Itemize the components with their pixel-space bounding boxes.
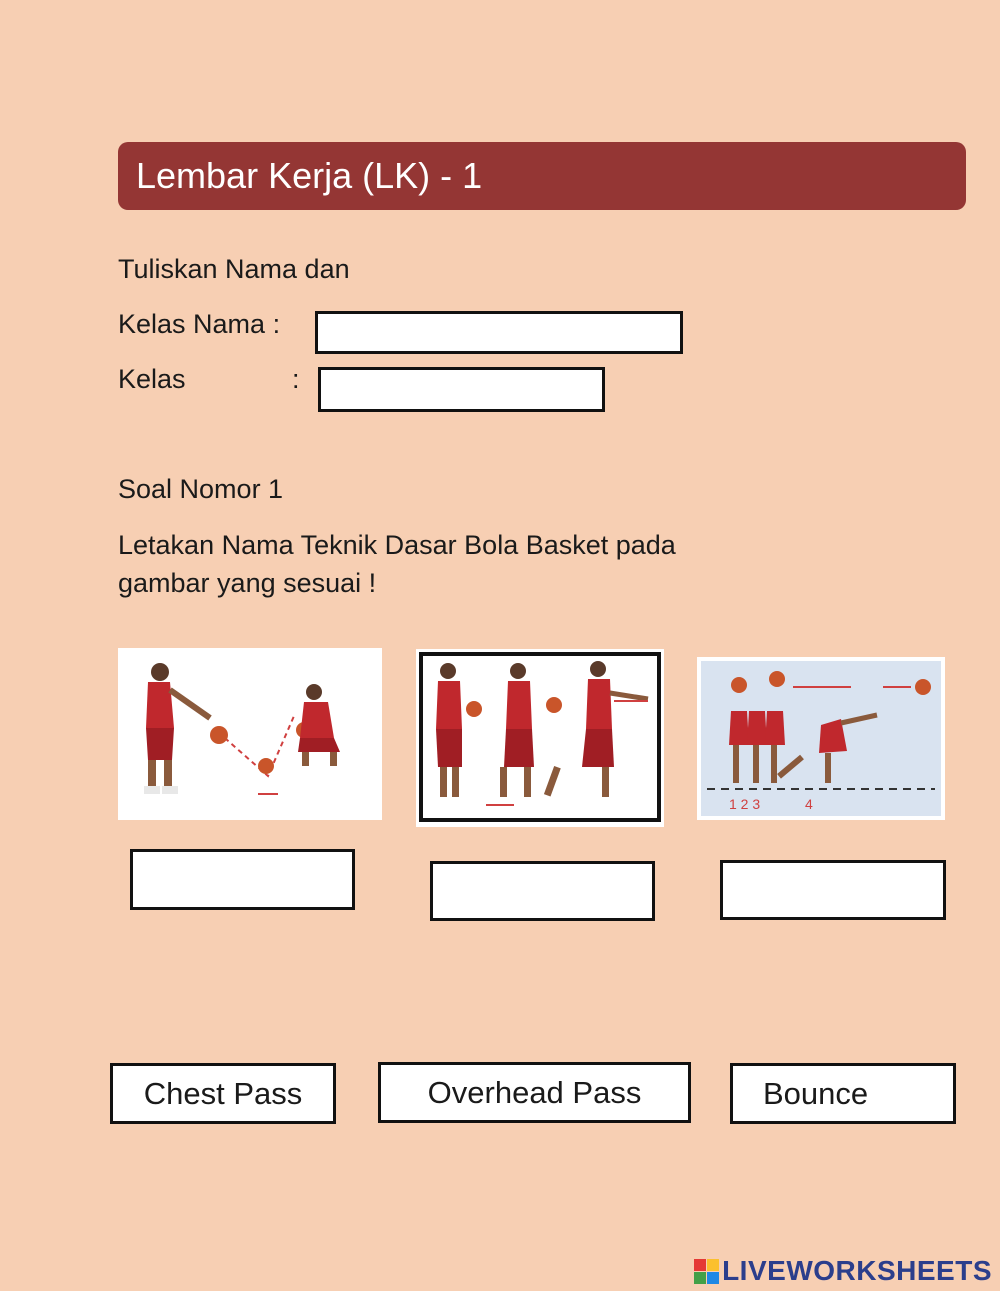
option-bounce[interactable]: Bounce [730, 1063, 956, 1124]
logo-text: LIVEWORKSHEETS [722, 1255, 992, 1286]
question-number: Soal Nomor 1 [118, 474, 284, 504]
answer-box-1[interactable] [130, 849, 355, 910]
player-figure-left [144, 663, 210, 794]
question-text-line1: Letakan Nama Teknik Dasar Bola Basket pada [118, 530, 676, 560]
page-title: Lembar Kerja (LK) - 1 [136, 155, 483, 196]
overhead-pass-photo [697, 657, 945, 820]
step-label-4: 4 [805, 796, 813, 812]
kelas-input[interactable] [318, 367, 605, 412]
kelas-label: Kelas [118, 364, 186, 394]
answer-box-3[interactable] [720, 860, 946, 920]
chest-pass-photo [416, 649, 664, 827]
player-step-3 [544, 661, 648, 797]
option-overhead-pass[interactable]: Overhead Pass [378, 1062, 691, 1123]
nama-input[interactable] [315, 311, 683, 354]
step-labels: 1 2 3 [729, 796, 761, 812]
player-figure-right [298, 684, 340, 766]
question-text-line2: gambar yang sesuai ! [118, 568, 377, 598]
option-chest-pass[interactable]: Chest Pass [110, 1063, 336, 1124]
logo-icon [694, 1259, 719, 1284]
bounce-pass-photo [118, 648, 382, 820]
nama-label: Kelas Nama : [118, 309, 281, 339]
kelas-colon: : [292, 364, 300, 394]
liveworksheets-logo [694, 1256, 992, 1286]
form-instruction: Tuliskan Nama dan [118, 254, 350, 284]
player-step-1 [436, 663, 482, 797]
answer-box-2[interactable] [430, 861, 655, 921]
title-bar [118, 142, 966, 210]
